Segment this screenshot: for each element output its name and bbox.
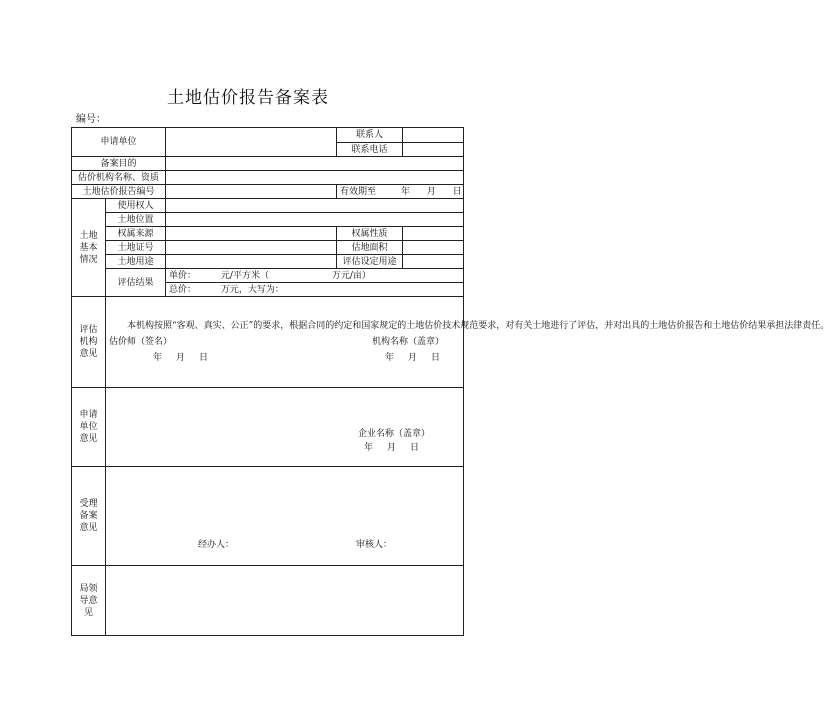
land-info-section-label: 土地 基本 情况: [72, 199, 106, 297]
filing-purpose-field[interactable]: [166, 157, 464, 171]
land-use-field[interactable]: [166, 255, 337, 269]
bureau-opinion-area[interactable]: [106, 566, 464, 636]
evaluation-statement: 本机构按照“客观、真实、公正”的要求，根据合同的约定和国家规定的土地估价技术规范要求，对有关土地进行了评估，并对出具的土地估价报告和土地估价结果承担法律责任。: [127, 321, 829, 331]
agency-seal-label: 机构名称（盖章）: [372, 337, 445, 347]
result-label: 评估结果: [106, 269, 166, 297]
unit-price-label: 单价：: [169, 270, 197, 281]
bureau-opinion-section-label: 局领 导意 见: [72, 566, 106, 636]
applicant-opinion-area[interactable]: [106, 388, 464, 467]
applicant-opinion-section-label: 申请 单位 意见: [72, 388, 106, 467]
unit-price-unit: 元/平方米（: [220, 270, 269, 281]
contact-person-label: 联系人: [337, 128, 403, 143]
applicant-unit-field[interactable]: [166, 128, 337, 157]
company-seal-label: 企业名称（盖章）: [358, 429, 431, 439]
agency-name-label: 估价机构名称、资质: [72, 171, 166, 185]
report-number-field[interactable]: [166, 185, 337, 199]
unit-price-row[interactable]: [166, 269, 464, 283]
rights-source-field[interactable]: [166, 227, 337, 241]
document-number-label: 编号：: [76, 114, 106, 125]
filing-opinion-area[interactable]: [106, 467, 464, 566]
evaluation-section-label: 评估 机构 意见: [72, 297, 106, 388]
filing-purpose-label: 备案目的: [72, 157, 166, 171]
valid-day-label: 日: [452, 186, 462, 197]
cert-number-field[interactable]: [166, 241, 337, 255]
total-price-unit: 万元，大写为：: [220, 284, 284, 295]
valid-year-label: 年: [400, 186, 410, 197]
handler-label: 经办人：: [198, 540, 235, 550]
contact-person-field[interactable]: [403, 128, 464, 143]
agency-name-field[interactable]: [166, 171, 464, 185]
filing-form-table: [71, 127, 829, 636]
land-use-label: 土地用途: [106, 255, 166, 269]
land-user-field[interactable]: [166, 199, 464, 213]
agency-date: 年 月 日: [384, 353, 441, 363]
set-use-label: 评估设定用途: [337, 255, 403, 269]
reviewer-label: 审核人：: [356, 540, 393, 550]
total-price-label: 总价：: [169, 284, 197, 295]
appraiser-signature-label: 估价师（签名）: [109, 337, 173, 347]
page-title: 土地估价报告备案表: [167, 88, 329, 108]
evaluation-opinion-area[interactable]: [106, 297, 829, 388]
unit-price-mu: 万元/亩）: [331, 270, 371, 281]
cert-number-label: 土地证号: [106, 241, 166, 255]
valid-until-cell[interactable]: [337, 185, 464, 199]
land-location-field[interactable]: [166, 213, 464, 227]
rights-nature-label: 权属性质: [337, 227, 403, 241]
land-location-label: 土地位置: [106, 213, 166, 227]
valid-month-label: 月: [426, 186, 436, 197]
valid-until-label: 有效期至: [340, 186, 377, 197]
rights-nature-field[interactable]: [403, 227, 464, 241]
appraiser-date: 年 月 日: [153, 353, 209, 363]
rights-source-label: 权属来源: [106, 227, 166, 241]
total-price-row[interactable]: [166, 283, 464, 297]
report-number-label: 土地估价报告编号: [72, 185, 166, 199]
contact-phone-label: 联系电话: [337, 143, 403, 157]
land-area-label: 估地面积: [337, 241, 403, 255]
applicant-date: 年 月 日: [364, 443, 420, 453]
filing-opinion-section-label: 受理 备案 意见: [72, 467, 106, 566]
contact-phone-field[interactable]: [403, 143, 464, 157]
set-use-field[interactable]: [403, 255, 464, 269]
land-area-field[interactable]: [403, 241, 464, 255]
applicant-unit-label: 申请单位: [72, 128, 166, 157]
land-user-label: 使用权人: [106, 199, 166, 213]
